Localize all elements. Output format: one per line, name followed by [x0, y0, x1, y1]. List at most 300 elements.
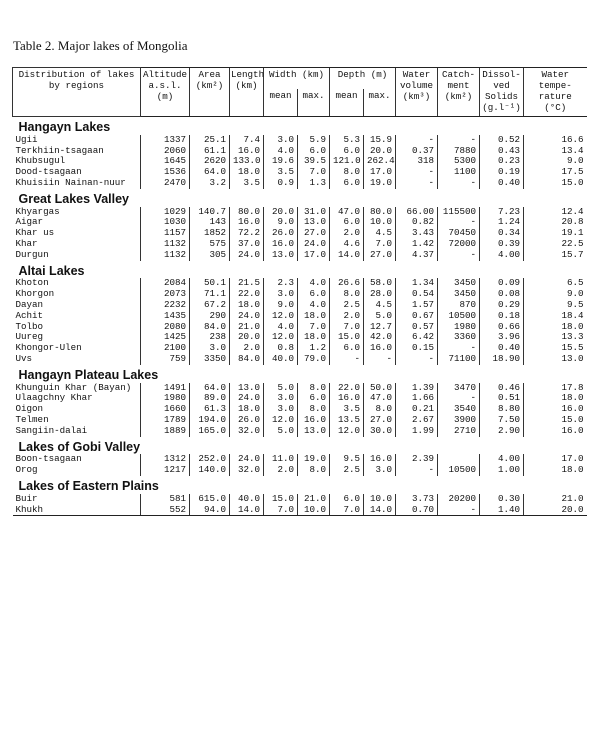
cell-length: 21.5 [230, 278, 264, 289]
cell-depth-mean: 26.6 [330, 278, 364, 289]
cell-width-max: 1.2 [298, 343, 330, 354]
cell-width-mean: 26.0 [264, 228, 298, 239]
cell-depth-mean: 7.0 [330, 505, 364, 516]
header-area: Area (km²) [190, 68, 230, 117]
header-length: Length (km) [230, 68, 264, 117]
cell-volume: 3.73 [396, 494, 438, 505]
section-heading-row [13, 476, 587, 494]
cell-area: 3350 [190, 354, 230, 365]
section-title: Great Lakes Valley [18, 191, 129, 206]
table-row [13, 228, 587, 239]
cell-width-max: 18.0 [298, 311, 330, 322]
cell-depth-max: 7.0 [364, 239, 396, 250]
cell-depth-max: 14.0 [364, 505, 396, 516]
cell-altitude: 2073 [141, 289, 190, 300]
cell-solids: 2.90 [480, 426, 524, 437]
cell-area: 252.0 [190, 454, 230, 465]
cell-solids: 7.50 [480, 415, 524, 426]
cell-depth-max: 3.0 [364, 465, 396, 476]
cell-temperature: 16.6 [524, 135, 587, 146]
section-heading-row [13, 261, 587, 279]
table-row [13, 332, 587, 343]
cell-width-mean: 7.0 [264, 505, 298, 516]
cell-altitude: 759 [141, 354, 190, 365]
cell-depth-mean: 6.0 [330, 178, 364, 189]
cell-depth-max: 27.0 [364, 250, 396, 261]
cell-depth-max: 16.0 [364, 343, 396, 354]
cell-area: 25.1 [190, 135, 230, 146]
table-row [13, 454, 587, 465]
cell-area: 143 [190, 217, 230, 228]
cell-temperature: 17.8 [524, 383, 587, 394]
cell-altitude: 2080 [141, 322, 190, 333]
header-temperature: Water tempe- rature (°C) [524, 68, 587, 117]
cell-solids: 7.23 [480, 207, 524, 218]
cell-solids: 0.30 [480, 494, 524, 505]
cell-volume: 318 [396, 156, 438, 167]
cell-area: 89.0 [190, 393, 230, 404]
cell-temperature: 13.3 [524, 332, 587, 343]
cell-length: 26.0 [230, 415, 264, 426]
cell-depth-max: - [364, 354, 396, 365]
cell-solids: 8.80 [480, 404, 524, 415]
cell-area: 615.0 [190, 494, 230, 505]
cell-solids: 0.19 [480, 167, 524, 178]
cell-lake-name: Terkhiin-tsagaan [15, 145, 104, 156]
cell-depth-max: 262.4 [364, 156, 396, 167]
cell-width-mean: 3.0 [264, 135, 298, 146]
cell-length: 18.0 [230, 404, 264, 415]
cell-solids: 0.18 [480, 311, 524, 322]
cell-width-max: 6.0 [298, 146, 330, 157]
cell-width-max: 17.0 [298, 250, 330, 261]
table-row [13, 300, 587, 311]
cell-depth-mean: 22.0 [330, 383, 364, 394]
cell-catchment: 72000 [438, 239, 480, 250]
cell-volume: 3.43 [396, 228, 438, 239]
cell-temperature: 9.0 [524, 156, 587, 167]
cell-volume: 6.42 [396, 332, 438, 343]
cell-length: 133.0 [230, 156, 264, 167]
cell-width-max: 79.0 [298, 354, 330, 365]
cell-temperature: 6.5 [524, 278, 587, 289]
cell-altitude: 1029 [141, 207, 190, 218]
section-heading-row [13, 117, 587, 135]
table-row [13, 178, 587, 189]
cell-altitude: 1435 [141, 311, 190, 322]
table-row [13, 465, 587, 476]
cell-temperature: 18.0 [524, 393, 587, 404]
cell-temperature: 15.0 [524, 415, 587, 426]
cell-lake-name: Khunguin Khar (Bayan) [15, 382, 132, 393]
cell-solids: 0.40 [480, 178, 524, 189]
cell-temperature: 21.0 [524, 494, 587, 505]
cell-length: 24.0 [230, 454, 264, 465]
cell-length: 7.4 [230, 135, 264, 146]
cell-catchment: 70450 [438, 228, 480, 239]
cell-width-max: 8.0 [298, 404, 330, 415]
cell-volume: 0.37 [396, 146, 438, 157]
cell-width-mean: 9.0 [264, 217, 298, 228]
cell-length: 20.0 [230, 332, 264, 343]
cell-width-mean: 2.0 [264, 465, 298, 476]
cell-temperature: 16.0 [524, 404, 587, 415]
cell-width-mean: 2.3 [264, 278, 298, 289]
cell-width-max: 1.3 [298, 178, 330, 189]
cell-depth-mean: 8.0 [330, 289, 364, 300]
cell-altitude: 581 [141, 494, 190, 505]
cell-length: 16.0 [230, 217, 264, 228]
table-row [13, 354, 587, 365]
cell-altitude: 1312 [141, 454, 190, 465]
cell-catchment: - [438, 217, 480, 228]
cell-altitude: 1132 [141, 239, 190, 250]
cell-width-mean: 3.5 [264, 167, 298, 178]
cell-area: 140.7 [190, 207, 230, 218]
cell-lake-name: Boon-tsagaan [15, 454, 82, 465]
cell-volume: 0.82 [396, 217, 438, 228]
cell-width-max: 4.0 [298, 278, 330, 289]
cell-lake-name: Dood-tsagaan [15, 167, 82, 178]
cell-altitude: 2100 [141, 343, 190, 354]
cell-altitude: 1030 [141, 217, 190, 228]
cell-lake-name: Achit [15, 310, 44, 321]
cell-volume: 0.67 [396, 311, 438, 322]
cell-catchment: - [438, 250, 480, 261]
cell-width-max: 19.0 [298, 454, 330, 465]
table-row [13, 217, 587, 228]
cell-temperature: 9.5 [524, 300, 587, 311]
cell-catchment [438, 454, 480, 465]
header-depth-max: max. [364, 89, 396, 116]
cell-width-max: 6.0 [298, 289, 330, 300]
cell-altitude: 2232 [141, 300, 190, 311]
cell-volume: 2.39 [396, 454, 438, 465]
cell-width-max: 7.0 [298, 167, 330, 178]
cell-lake-name: Orog [15, 465, 38, 476]
cell-temperature: 18.4 [524, 311, 587, 322]
cell-width-mean: 4.0 [264, 146, 298, 157]
cell-depth-max: 27.0 [364, 415, 396, 426]
cell-altitude: 1132 [141, 250, 190, 261]
cell-catchment: 3900 [438, 415, 480, 426]
cell-area: 61.3 [190, 404, 230, 415]
section-heading-row [13, 365, 587, 383]
cell-altitude: 2060 [141, 146, 190, 157]
cell-depth-max: 5.0 [364, 311, 396, 322]
cell-width-mean: 20.0 [264, 207, 298, 218]
cell-length: 32.0 [230, 426, 264, 437]
section-heading-row [13, 437, 587, 455]
cell-depth-max: 8.0 [364, 404, 396, 415]
table-caption: Table 2. Major lakes of Mongolia [13, 38, 188, 53]
cell-depth-max: 58.0 [364, 278, 396, 289]
cell-catchment: 3540 [438, 404, 480, 415]
cell-altitude: 1980 [141, 393, 190, 404]
cell-depth-mean: 2.5 [330, 465, 364, 476]
header-depth-group: Depth (m) [330, 68, 396, 90]
header-width-mean: mean [264, 89, 298, 116]
table-row [13, 404, 587, 415]
cell-width-max: 13.0 [298, 217, 330, 228]
section-title: Hangayn Lakes [18, 120, 111, 134]
cell-area: 2620 [190, 156, 230, 167]
cell-solids: 0.34 [480, 228, 524, 239]
cell-area: 84.0 [190, 322, 230, 333]
cell-volume: 1.57 [396, 300, 438, 311]
cell-solids: 0.08 [480, 289, 524, 300]
cell-catchment: 5300 [438, 156, 480, 167]
cell-volume: - [396, 178, 438, 189]
cell-volume: - [396, 135, 438, 146]
cell-width-mean: 9.0 [264, 300, 298, 311]
cell-lake-name: Khyargas [15, 206, 60, 217]
cell-catchment: 71100 [438, 354, 480, 365]
cell-depth-mean: 5.3 [330, 135, 364, 146]
cell-catchment: 870 [438, 300, 480, 311]
header-region: Distribution of lakes by regions [13, 68, 141, 117]
cell-area: 64.0 [190, 167, 230, 178]
cell-lake-name: Dayan [15, 299, 44, 310]
cell-width-mean: 0.8 [264, 343, 298, 354]
cell-solids: 3.96 [480, 332, 524, 343]
cell-volume: 0.57 [396, 322, 438, 333]
cell-temperature: 20.8 [524, 217, 587, 228]
cell-length: 14.0 [230, 505, 264, 516]
cell-catchment: 10500 [438, 465, 480, 476]
cell-lake-name: Telmen [15, 414, 49, 425]
cell-lake-name: Durgun [15, 249, 49, 260]
cell-depth-max: 17.0 [364, 167, 396, 178]
cell-solids: 18.90 [480, 354, 524, 365]
cell-area: 575 [190, 239, 230, 250]
cell-altitude: 1425 [141, 332, 190, 343]
cell-width-max: 5.9 [298, 135, 330, 146]
cell-depth-mean: 121.0 [330, 156, 364, 167]
cell-width-max: 8.0 [298, 383, 330, 394]
cell-catchment: 115500 [438, 207, 480, 218]
cell-length: 13.0 [230, 383, 264, 394]
table-header [13, 68, 587, 117]
table-row [13, 494, 587, 505]
cell-altitude: 2470 [141, 178, 190, 189]
section-title: Lakes of Eastern Plains [18, 478, 159, 493]
cell-width-mean: 11.0 [264, 454, 298, 465]
cell-width-mean: 15.0 [264, 494, 298, 505]
header-width-group: Width (km) [264, 68, 330, 90]
cell-lake-name: Khuisiin Nainan-nuur [15, 177, 126, 188]
cell-lake-name: Sangiin-dalai [15, 425, 88, 436]
cell-temperature: 19.1 [524, 228, 587, 239]
cell-depth-max: 16.0 [364, 454, 396, 465]
cell-volume: 0.15 [396, 343, 438, 354]
cell-lake-name: Oigon [15, 404, 44, 415]
cell-area: 140.0 [190, 465, 230, 476]
cell-catchment: - [438, 505, 480, 516]
cell-depth-max: 20.0 [364, 146, 396, 157]
cell-volume: 1.42 [396, 239, 438, 250]
cell-length: 40.0 [230, 494, 264, 505]
cell-lake-name: Ugii [15, 134, 38, 145]
cell-depth-max: 28.0 [364, 289, 396, 300]
table-row [13, 239, 587, 250]
cell-depth-mean: 6.0 [330, 343, 364, 354]
cell-altitude: 1217 [141, 465, 190, 476]
cell-length: 24.0 [230, 311, 264, 322]
cell-altitude: 1337 [141, 135, 190, 146]
cell-area: 50.1 [190, 278, 230, 289]
table-row [13, 383, 587, 394]
cell-volume: - [396, 354, 438, 365]
cell-depth-mean: 8.0 [330, 167, 364, 178]
cell-lake-name: Buir [15, 493, 38, 504]
table-row [13, 415, 587, 426]
cell-area: 238 [190, 332, 230, 343]
cell-length: 37.0 [230, 239, 264, 250]
cell-depth-mean: 13.5 [330, 415, 364, 426]
cell-lake-name: Khar [15, 238, 38, 249]
cell-depth-mean: 16.0 [330, 393, 364, 404]
cell-solids: 0.40 [480, 343, 524, 354]
cell-lake-name: Khongor-Ulen [15, 343, 82, 354]
cell-solids: 1.40 [480, 505, 524, 516]
cell-length: 18.0 [230, 300, 264, 311]
cell-catchment: 10500 [438, 311, 480, 322]
cell-area: 3.2 [190, 178, 230, 189]
cell-depth-max: 80.0 [364, 207, 396, 218]
cell-temperature: 18.0 [524, 322, 587, 333]
cell-temperature: 12.4 [524, 207, 587, 218]
table-row [13, 207, 587, 218]
cell-depth-mean: 47.0 [330, 207, 364, 218]
table-row [13, 135, 587, 146]
cell-volume: 2.67 [396, 415, 438, 426]
cell-depth-max: 47.0 [364, 393, 396, 404]
cell-lake-name: Khorgon [15, 289, 55, 300]
header-width-max: max. [298, 89, 330, 116]
cell-volume: 0.21 [396, 404, 438, 415]
table-row [13, 250, 587, 261]
cell-solids: 0.52 [480, 135, 524, 146]
cell-temperature: 15.5 [524, 343, 587, 354]
section-title: Altai Lakes [18, 263, 85, 278]
cell-depth-mean: 7.0 [330, 322, 364, 333]
cell-temperature: 13.0 [524, 354, 587, 365]
cell-altitude: 1157 [141, 228, 190, 239]
cell-depth-max: 4.5 [364, 300, 396, 311]
cell-width-max: 18.0 [298, 332, 330, 343]
cell-area: 71.1 [190, 289, 230, 300]
cell-temperature: 22.5 [524, 239, 587, 250]
cell-depth-mean: 3.5 [330, 404, 364, 415]
cell-lake-name: Tolbo [15, 321, 44, 332]
cell-volume: 1.99 [396, 426, 438, 437]
cell-depth-max: 10.0 [364, 217, 396, 228]
cell-temperature: 13.4 [524, 146, 587, 157]
cell-catchment: 2710 [438, 426, 480, 437]
cell-catchment: 3450 [438, 278, 480, 289]
cell-catchment: 1100 [438, 167, 480, 178]
cell-width-max: 21.0 [298, 494, 330, 505]
cell-lake-name: Uvs [15, 353, 33, 364]
table-row [13, 505, 587, 516]
cell-catchment: 7880 [438, 146, 480, 157]
cell-solids: 0.39 [480, 239, 524, 250]
cell-depth-max: 15.9 [364, 135, 396, 146]
cell-width-mean: 3.0 [264, 404, 298, 415]
cell-solids: 0.66 [480, 322, 524, 333]
cell-lake-name: Khoton [15, 278, 49, 289]
cell-altitude: 1660 [141, 404, 190, 415]
cell-width-max: 4.0 [298, 300, 330, 311]
cell-solids: 0.46 [480, 383, 524, 394]
header-catchment: Catch- ment (km²) [438, 68, 480, 117]
cell-volume: 1.34 [396, 278, 438, 289]
cell-width-mean: 3.0 [264, 289, 298, 300]
table-row [13, 167, 587, 178]
cell-length: 18.0 [230, 167, 264, 178]
cell-depth-mean: 2.5 [330, 300, 364, 311]
cell-area: 3.0 [190, 343, 230, 354]
cell-altitude: 1789 [141, 415, 190, 426]
section-heading-row [13, 189, 587, 207]
cell-solids: 0.09 [480, 278, 524, 289]
table-row [13, 393, 587, 404]
cell-width-mean: 12.0 [264, 332, 298, 343]
cell-temperature: 17.0 [524, 454, 587, 465]
cell-temperature: 9.0 [524, 289, 587, 300]
cell-catchment: 1980 [438, 322, 480, 333]
cell-depth-max: 50.0 [364, 383, 396, 394]
cell-catchment: - [438, 343, 480, 354]
cell-depth-max: 42.0 [364, 332, 396, 343]
cell-width-mean: 12.0 [264, 311, 298, 322]
cell-temperature: 15.0 [524, 178, 587, 189]
cell-area: 194.0 [190, 415, 230, 426]
cell-width-mean: 0.9 [264, 178, 298, 189]
cell-depth-mean: - [330, 354, 364, 365]
table-row [13, 426, 587, 437]
cell-solids: 0.23 [480, 156, 524, 167]
table-row [13, 146, 587, 157]
cell-depth-mean: 14.0 [330, 250, 364, 261]
cell-volume: 1.39 [396, 383, 438, 394]
cell-volume: 0.70 [396, 505, 438, 516]
cell-depth-max: 12.7 [364, 322, 396, 333]
cell-temperature: 15.7 [524, 250, 587, 261]
cell-width-mean: 3.0 [264, 393, 298, 404]
cell-altitude: 552 [141, 505, 190, 516]
section-title: Lakes of Gobi Valley [18, 439, 141, 454]
header-solids: Dissol- ved Solids (g.l⁻¹) [480, 68, 524, 117]
cell-solids: 1.00 [480, 465, 524, 476]
cell-altitude: 1645 [141, 156, 190, 167]
table-row [13, 278, 587, 289]
cell-area: 305 [190, 250, 230, 261]
cell-altitude: 1491 [141, 383, 190, 394]
cell-temperature: 20.0 [524, 505, 587, 516]
cell-area: 94.0 [190, 505, 230, 516]
cell-length: 32.0 [230, 465, 264, 476]
cell-volume: 1.66 [396, 393, 438, 404]
cell-depth-max: 19.0 [364, 178, 396, 189]
cell-length: 72.2 [230, 228, 264, 239]
cell-solids: 4.00 [480, 250, 524, 261]
cell-width-max: 8.0 [298, 465, 330, 476]
cell-width-mean: 13.0 [264, 250, 298, 261]
cell-catchment: - [438, 178, 480, 189]
cell-solids: 1.24 [480, 217, 524, 228]
